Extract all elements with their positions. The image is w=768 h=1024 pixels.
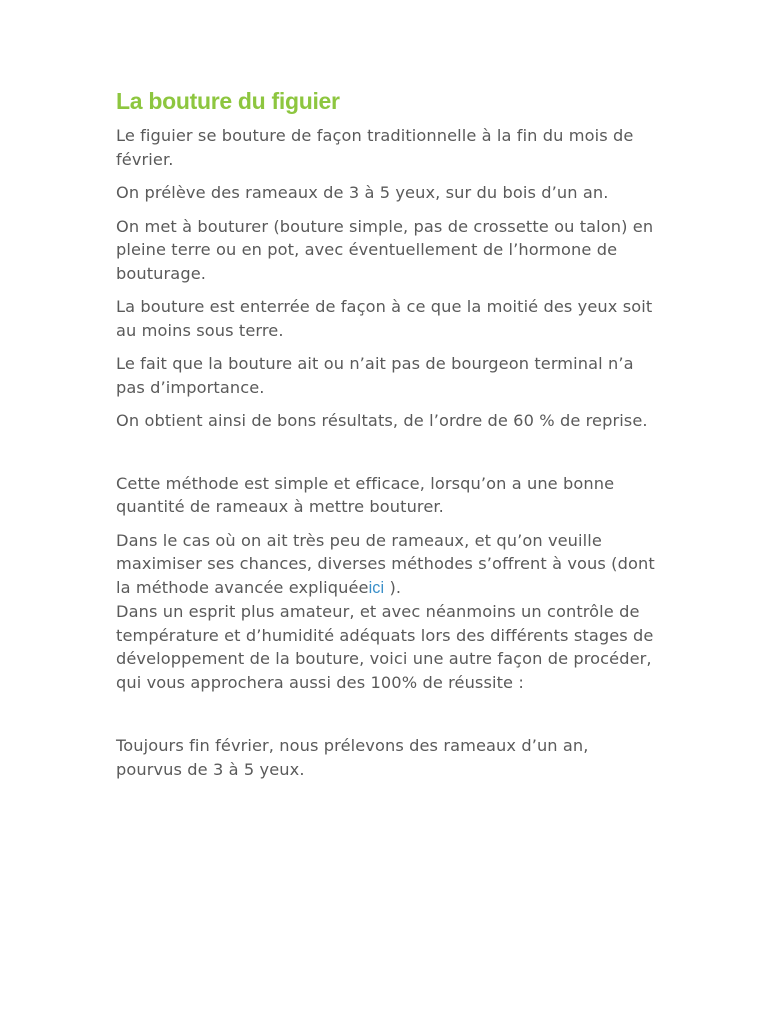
methods-text: Dans le cas où on ait très peu de rameaux, et qu’on veuille maximiser ses chances, diverses méthodes s’offrent à vous (dont la méthode avancée expliquée	[116, 530, 655, 597]
paragraph-bud: Le fait que la bouture ait ou n’ait pas de bourgeon terminal n’a pas d’importance.	[116, 354, 634, 397]
document-page	[116, 86, 656, 791]
spacer	[116, 433, 656, 472]
paragraph-timing: Le figuier se bouture de façon traditionnelle à la fin du mois de février.	[116, 126, 634, 169]
methods-text-end: ).	[384, 577, 402, 597]
paragraph-planting: On met à bouturer (bouture simple, pas de crossette ou talon) en pleine terre ou en pot, avec éventuellement de l’hormone de bouturage.	[116, 216, 654, 283]
paragraph-amateur: Dans un esprit plus amateur, et avec néanmoins un contrôle de température et d’humidité adéquats lors des différents stages de développement de la bouture, voici une autre façon de procéder, qui vous approchera aussi des 100% de réussite :	[116, 602, 654, 692]
paragraph-results: On obtient ainsi de bons résultats, de l’ordre de 60 % de reprise.	[116, 411, 648, 430]
page-title: La bouture du figuier	[116, 88, 340, 114]
paragraph-methods	[116, 529, 656, 601]
paragraph-cuttings: On prélève des rameaux de 3 à 5 yeux, sur du bois d’un an.	[116, 183, 609, 202]
paragraph-final: Toujours fin février, nous prélevons des rameaux d’un an, pourvus de 3 à 5 yeux.	[116, 736, 589, 779]
ici-link[interactable]: ici	[368, 578, 385, 597]
spacer	[116, 694, 656, 734]
paragraph-depth: La bouture est enterrée de façon à ce que la moitié des yeux soit au moins sous terre.	[116, 297, 653, 340]
paragraph-method-summary: Cette méthode est simple et efficace, lorsqu’on a une bonne quantité de rameaux à mettre bouturer.	[116, 473, 615, 516]
